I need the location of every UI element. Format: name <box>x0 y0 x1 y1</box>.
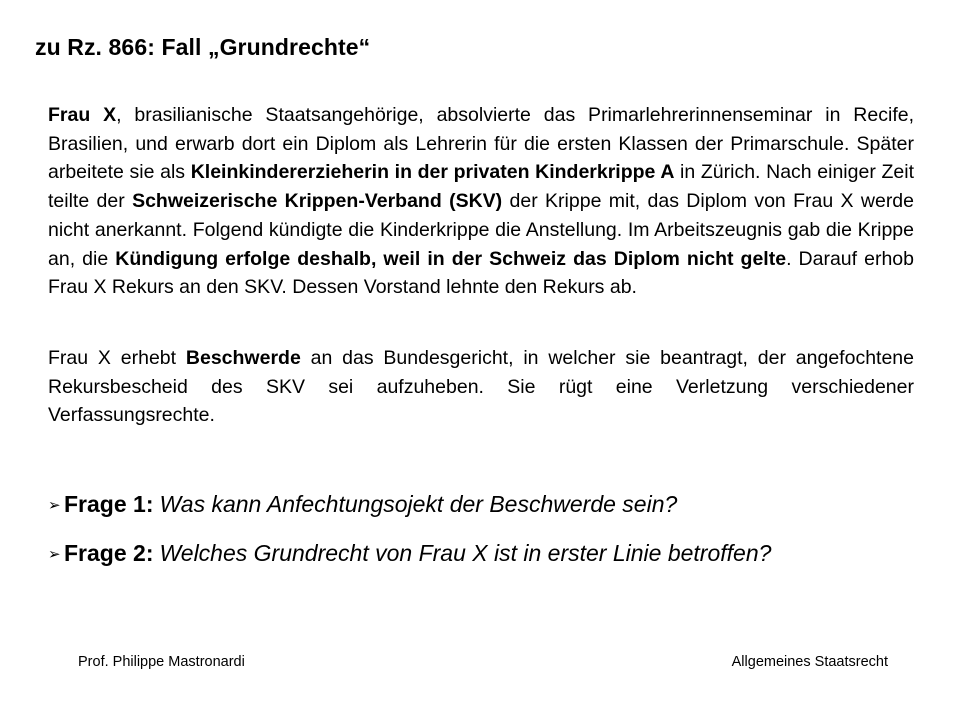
case-paragraph-2 <box>48 344 914 430</box>
text-run: an das Bundesgericht, in welcher sie beantragt, der angefochtene Rekursbescheid des SKV sei aufzuheben. Sie rügt eine Verletzung verschiedener Verfassungsrechte. <box>48 347 914 427</box>
footer-course: Allgemeines Staatsrecht <box>731 654 888 670</box>
question-text: Was kann Anfechtungsojekt der Beschwerde sein? <box>159 491 678 517</box>
question-label: Frage 1: <box>64 491 154 517</box>
question-text: Welches Grundrecht von Frau X ist in erster Linie betroffen? <box>159 540 772 566</box>
question-1 <box>48 491 677 518</box>
arrow-bullet-icon: ➢ <box>48 497 61 514</box>
case-paragraph-1 <box>48 101 914 302</box>
text-run: Beschwerde <box>185 347 301 369</box>
text-run: Schweizerische Krippen-Verband (SKV) <box>132 190 503 213</box>
arrow-bullet-icon: ➢ <box>48 546 61 563</box>
text-run: , brasilianische Staatsangehörige, absolvierte das Primarlehrerinnenseminar in Recife, Brasilien, und erwarb dort ein Diplom als Lehrerin für die ersten Klassen der Primarschule. Später arbeitete sie als <box>48 104 914 184</box>
slide-title: zu Rz. 866: Fall „Grundrechte“ <box>35 34 371 60</box>
text-run: Kündigung erfolge deshalb, weil in der Schweiz das Diplom nicht gelte <box>115 247 787 270</box>
text-run: Frau X erhebt <box>48 347 186 369</box>
footer-author: Prof. Philippe Mastronardi <box>78 654 245 670</box>
question-2 <box>48 540 771 567</box>
text-run: . Darauf erhob Frau X Rekurs an den SKV. Dessen Vorstand lehnte den Rekurs ab. <box>48 247 914 299</box>
text-run: in Zürich. Nach einiger Zeit teilte der <box>48 161 914 213</box>
text-run: der Krippe mit, das Diplom von Frau X werde nicht anerkannt. Folgend kündigte die Kinderkrippe die Anstellung. Im Arbeitszeugnis gab die Krippe an, die <box>48 190 915 270</box>
text-run: Kleinkindererzieherin in der privaten Kinderkrippe A <box>190 161 675 184</box>
question-label: Frage 2: <box>64 540 154 566</box>
text-run: Frau X <box>48 104 117 126</box>
